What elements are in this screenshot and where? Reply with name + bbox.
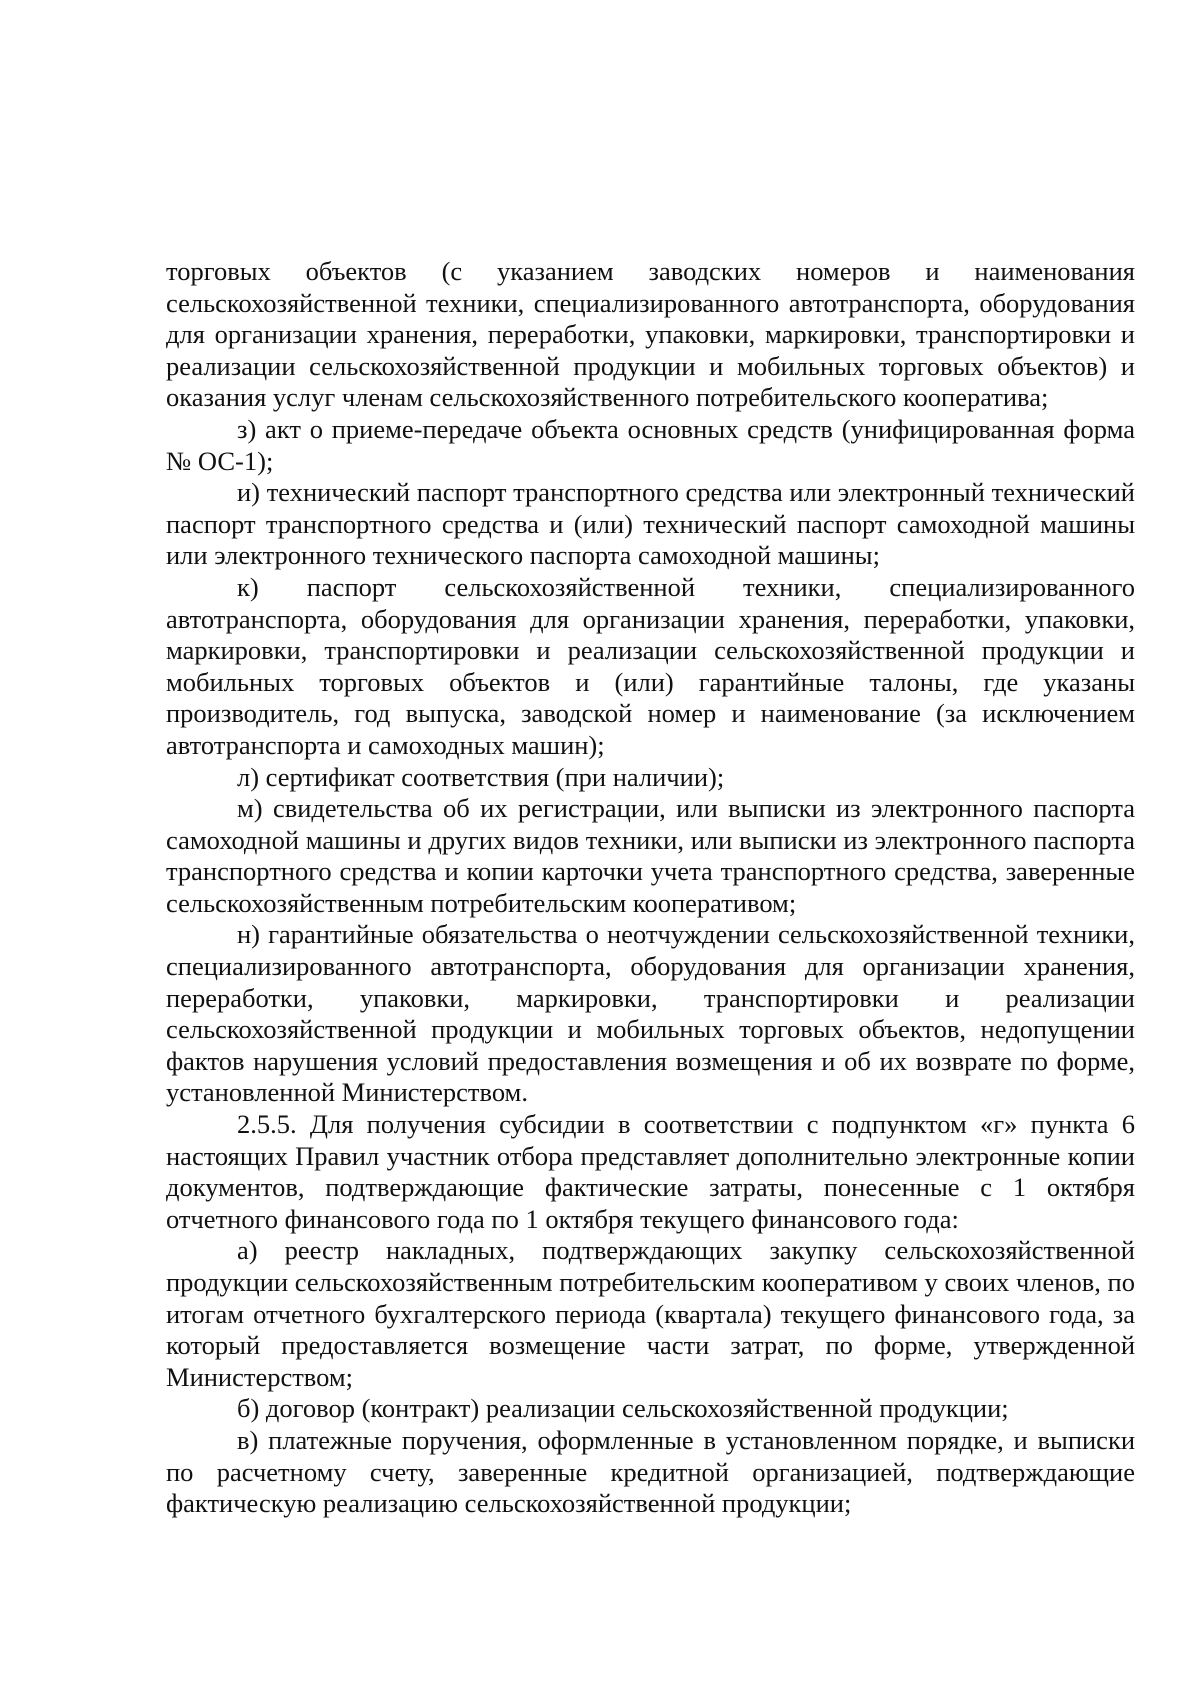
- paragraph-section-2-5-5: 2.5.5. Для получения субсидии в соответствии с подпунктом «г» пункта 6 настоящих Правил участник отбора представляет дополнительно электронные копии документов, подтверждающие фактические затраты, понесенные с 1 октября отчетного финансового года по 1 октября текущего финансового года:: [166, 1109, 1135, 1234]
- paragraph-item-l: л) сертификат соответствия (при наличии);: [237, 761, 725, 792]
- paragraph-item-m: м) свидетельства об их регистрации, или выписки из электронного паспорта самоходной машины и других видов техники, или выписки из электронного паспорта транспортного средства и копии карточки учета транспортного средства, заверенные сельскохозяйственным потребительским кооперативом;: [166, 793, 1135, 918]
- paragraph-item-n: н) гарантийные обязательства о неотчуждении сельскохозяйственной техники, специализированного автотранспорта, оборудования для организации хранения, переработки, упаковки, маркировки, транспортировки и реализации сельскохозяйственной продукции и мобильных торговых объектов, недопущении фактов нарушения условий предоставления возмещения и об их возврате по форме, установленной Министерством.: [166, 919, 1135, 1108]
- paragraph-item-b: б) договор (контракт) реализации сельскохозяйственной продукции;: [237, 1393, 1009, 1424]
- paragraph-continuation: торговых объектов (с указанием заводских номеров и наименования сельскохозяйственной техники, специализированного автотранспорта, оборудования для организации хранения, переработки, упаковки, маркировки, транспортировки и реализации сельскохозяйственной продукции и мобильных торговых объектов) и оказания услуг членам сельскохозяйственного потребительского кооператива;: [166, 256, 1135, 413]
- paragraph-item-i: и) технический паспорт транспортного средства или электронный технический паспорт транспортного средства и (или) технический паспорт самоходной машины или электронного технического паспорта самоходной машины;: [166, 477, 1135, 571]
- paragraph-item-v: в) платежные поручения, оформленные в установленном порядке, и выписки по расчетному счету, заверенные кредитной организацией, подтверждающие фактическую реализацию сельскохозяйственной продукции;: [166, 1424, 1135, 1519]
- paragraph-item-z: з) акт о приеме-передаче объекта основных средств (унифицированная форма № ОС-1);: [166, 413, 1135, 476]
- paragraph-item-a: а) реестр накладных, подтверждающих закупку сельскохозяйственной продукции сельскохозяйственным потребительским кооперативом у своих членов, по итогам отчетного бухгалтерского периода (квартала) текущего финансового года, за который предоставляется возмещение части затрат, по форме, утвержденной Министерством;: [166, 1235, 1135, 1392]
- document-page: [166, 256, 1135, 1520]
- paragraph-item-k: к) паспорт сельскохозяйственной техники, специализированного автотранспорта, оборудования для организации хранения, переработки, упаковки, маркировки, транспортировки и реализации сельскохозяйственной продукции и мобильных торговых объектов и (или) гарантийные талоны, где указаны производитель, год выпуска, заводской номер и наименование (за исключением автотранспорта и самоходных машин);: [166, 571, 1135, 760]
